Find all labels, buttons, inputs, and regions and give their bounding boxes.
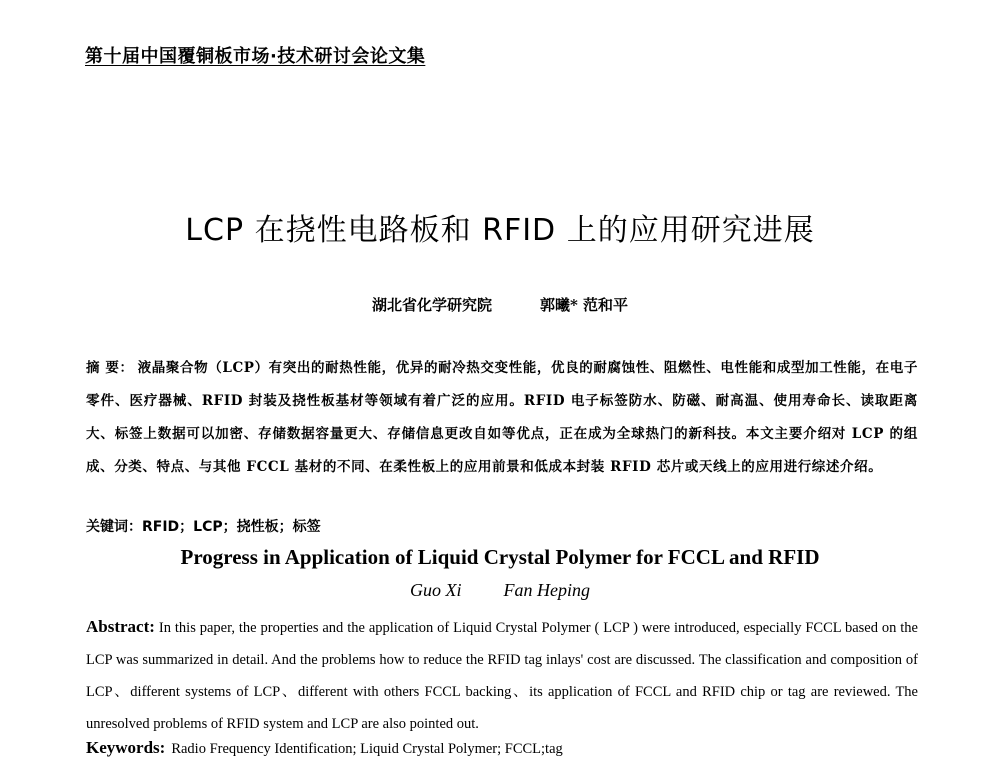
- author-en-1: Guo Xi: [410, 580, 462, 600]
- keywords-en-label: Keywords:: [86, 738, 166, 757]
- keywords-cn-text: RFID；LCP；挠性板；标签: [142, 519, 321, 535]
- paper-title-cn: LCP 在挠性电路板和 RFID 上的应用研究进展: [185, 213, 815, 248]
- abstract-en: [86, 611, 918, 740]
- keywords-cn: [86, 516, 321, 536]
- authors-cn: 郭曦* 范和平: [539, 296, 629, 314]
- abstract-cn: [86, 352, 918, 484]
- affiliation: 湖北省化学研究院: [371, 296, 492, 314]
- paper-title-en: Progress in Application of Liquid Crystal Polymer for FCCL and RFID: [180, 545, 820, 569]
- abstract-cn-text: 液晶聚合物（LCP）有突出的耐热性能，优异的耐冷热交变性能，优良的耐腐蚀性、阻燃性、电性能和成型加工性能，在电子零件、医疗器械、RFID 封装及挠性板基材等领域有着广泛的应用。RFID 电子标签防水、防磁、耐高温、使用寿命长、读取距离大、标签上数据可以加密、存储数据容量更大、存储信息更改自如等优点，正在成为全球热门的新科技。本文主要介绍对 LCP 的组成、分类、特点、与其他 FCCL 基材的不同、在柔性板上的应用前景和低成本封装 RFID 芯片或天线上的应用进行综述介绍。: [86, 360, 918, 475]
- affiliation-line: [0, 294, 1000, 315]
- keywords-en: [86, 738, 563, 758]
- proceedings-header: 第十届中国覆铜板市场·技术研讨会论文集: [85, 46, 426, 67]
- keywords-cn-label: 关键词：: [86, 519, 142, 535]
- author-en-2: Fan Heping: [503, 580, 590, 600]
- authors-en: [0, 580, 1000, 601]
- keywords-en-text: Radio Frequency Identification; Liquid Crystal Polymer; FCCL;tag: [171, 741, 563, 757]
- abstract-en-text: In this paper, the properties and the application of Liquid Crystal Polymer ( LCP ) were introduced, especially FCCL based on the LCP was summarized in detail. And the problems how to reduce the RFID tag inlays' cost are discussed. The classification and composition of LCP、different systems of LCP、different with others FCCL backing、its application of FCCL and RFID chip or tag are reviewed. The unresolved problems of RFID system and LCP are also pointed out.: [86, 620, 918, 732]
- abstract-cn-label: 摘 要：: [86, 360, 134, 376]
- abstract-en-label: Abstract:: [86, 617, 155, 636]
